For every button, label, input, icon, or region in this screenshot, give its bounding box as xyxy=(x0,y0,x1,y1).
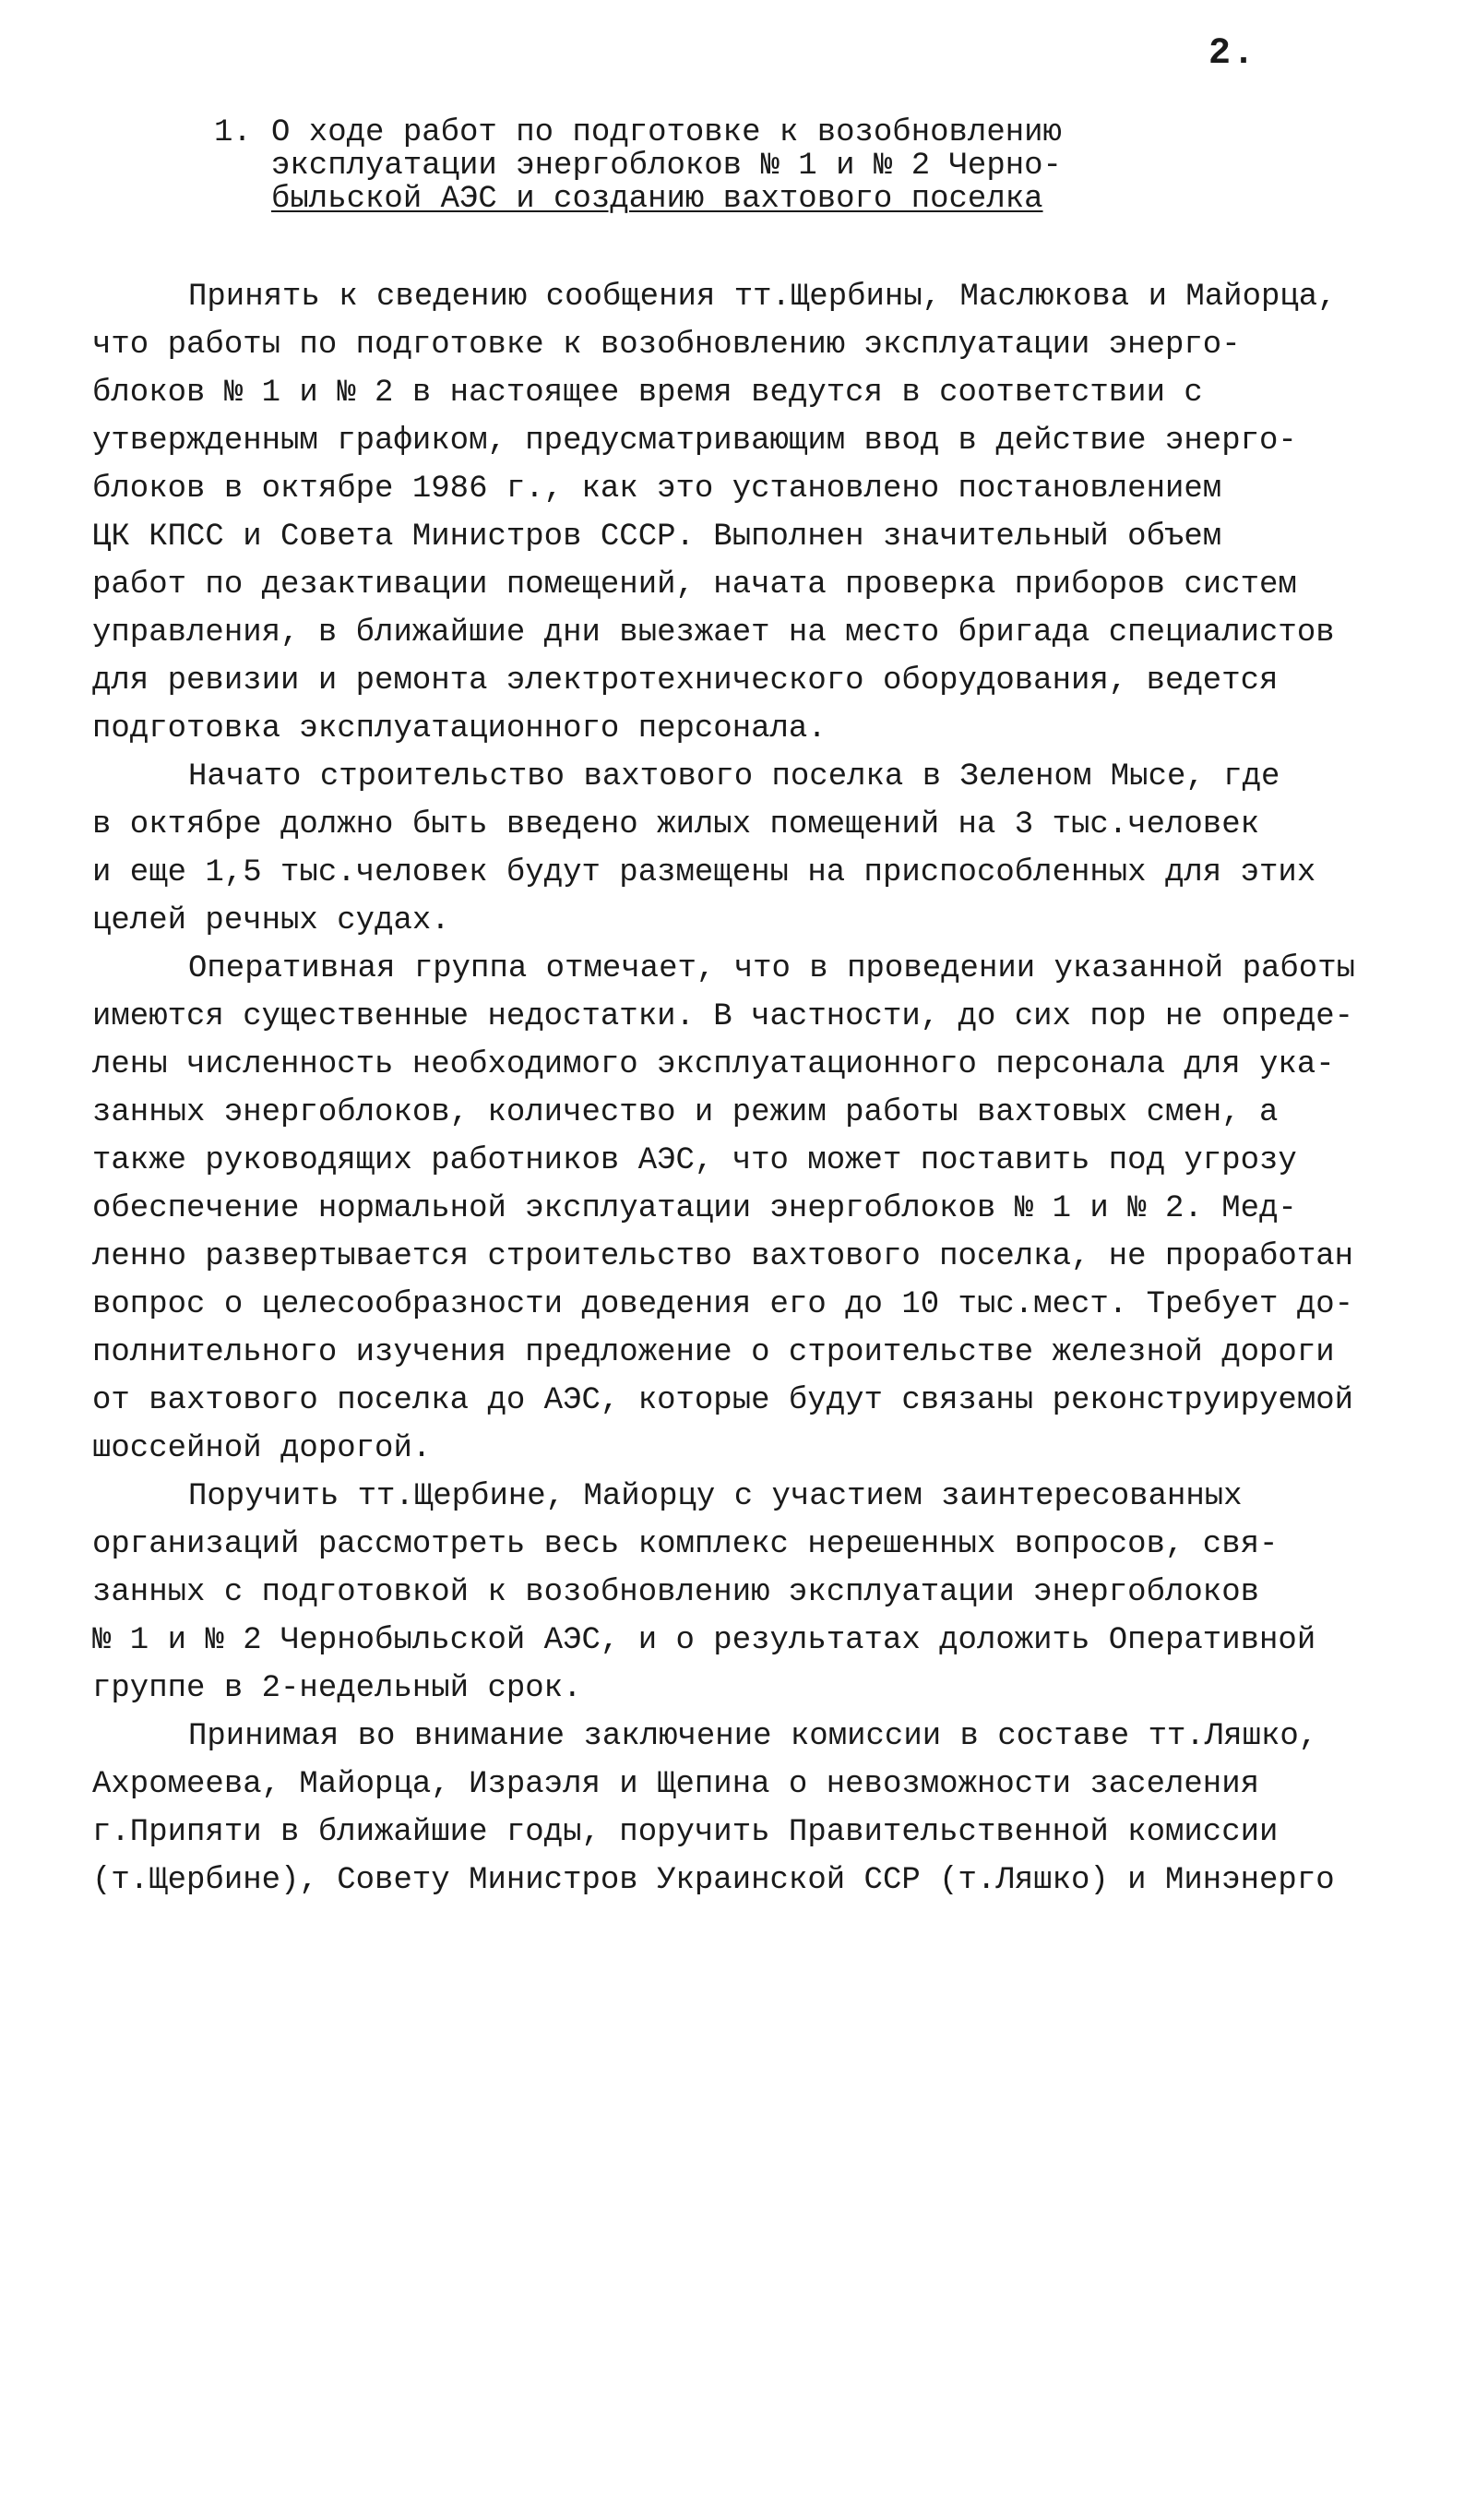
text-line: подготовка эксплуатационного персонала. xyxy=(92,711,827,746)
text-line: шоссейной дорогой. xyxy=(92,1431,432,1466)
text-line: организаций рассмотреть весь комплекс нерешенных вопросов, свя- xyxy=(92,1527,1279,1562)
paragraph xyxy=(92,273,1402,753)
heading-line: быльской АЭС и созданию вахтового поселка xyxy=(271,182,1043,217)
text-line: обеспечение нормальной эксплуатации энергоблоков № 1 и № 2. Мед- xyxy=(92,1191,1297,1226)
heading-number: 1. xyxy=(214,115,252,150)
text-line: целей речных судах. xyxy=(92,903,450,938)
section-heading xyxy=(214,116,1229,216)
text-line: имеются существенные недостатки. В частности, до сих пор не опреде- xyxy=(92,999,1354,1034)
paragraph xyxy=(92,945,1402,1473)
text-line: Ахромеева, Майорца, Израэля и Щепина о невозможности заселения xyxy=(92,1767,1260,1802)
text-line: управления, в ближайшие дни выезжает на место бригада специалистов xyxy=(92,615,1335,651)
text-line: работ по дезактивации помещений, начата проверка приборов систем xyxy=(92,567,1297,603)
text-line: № 1 и № 2 Чернобыльской АЭС, и о результатах доложить Оперативной xyxy=(92,1623,1316,1658)
text-line: в октябре должно быть введено жилых помещений на 3 тыс.человек xyxy=(92,807,1260,842)
body-text xyxy=(92,273,1402,1905)
text-line: лены численность необходимого эксплуатационного персонала для ука- xyxy=(92,1047,1335,1082)
text-line: блоков № 1 и № 2 в настоящее время ведутся в соответствии с xyxy=(92,376,1203,411)
paragraph xyxy=(92,1473,1402,1713)
text-line: и еще 1,5 тыс.человек будут размещены на приспособленных для этих xyxy=(92,855,1316,890)
text-line: Начато строительство вахтового поселка в Зеленом Мысе, где xyxy=(188,759,1280,794)
text-line: ЦК КПСС и Совета Министров СССР. Выполнен значительный объем xyxy=(92,520,1222,555)
text-line: группе в 2-недельный срок. xyxy=(92,1671,582,1706)
text-line: вопрос о целесообразности доведения его до 10 тыс.мест. Требует до- xyxy=(92,1287,1354,1322)
paragraph xyxy=(92,753,1402,945)
text-line: полнительного изучения предложение о строительстве железной дороги xyxy=(92,1335,1335,1370)
heading-line: О ходе работ по подготовке к возобновлению xyxy=(271,115,1062,150)
text-line: для ревизии и ремонта электротехнического оборудования, ведется xyxy=(92,663,1279,699)
text-line: блоков в октябре 1986 г., как это установлено постановлением xyxy=(92,472,1222,507)
heading-line: эксплуатации энергоблоков № 1 и № 2 Черно- xyxy=(271,149,1062,184)
text-line: ленно развертывается строительство вахтового поселка, не проработан xyxy=(92,1239,1354,1274)
text-line: от вахтового поселка до АЭС, которые будут связаны реконструируемой xyxy=(92,1383,1354,1418)
text-line: (т.Щербине), Совету Министров Украинской ССР (т.Ляшко) и Минэнерго xyxy=(92,1863,1335,1898)
text-line: Поручить тт.Щербине, Майорцу с участием заинтересованных xyxy=(188,1479,1243,1514)
text-line: занных с подготовкой к возобновлению эксплуатации энергоблоков xyxy=(92,1575,1260,1610)
text-line: также руководящих работников АЭС, что может поставить под угрозу xyxy=(92,1143,1297,1178)
text-line: утвержденным графиком, предусматривающим ввод в действие энерго- xyxy=(92,424,1297,459)
text-line: г.Припяти в ближайшие годы, поручить Правительственной комиссии xyxy=(92,1815,1279,1850)
text-line: Оперативная группа отмечает, что в проведении указанной работы xyxy=(188,951,1356,986)
paragraph xyxy=(92,1713,1402,1905)
text-line: занных энергоблоков, количество и режим работы вахтовых смен, а xyxy=(92,1095,1279,1130)
text-line: Принять к сведению сообщения тт.Щербины, Маслюкова и Майорца, xyxy=(188,280,1337,315)
text-line: Принимая во внимание заключение комиссии в составе тт.Ляшко, xyxy=(188,1719,1318,1754)
page-number: 2. xyxy=(1208,33,1257,75)
text-line: что работы по подготовке к возобновлению эксплуатации энерго- xyxy=(92,328,1241,363)
